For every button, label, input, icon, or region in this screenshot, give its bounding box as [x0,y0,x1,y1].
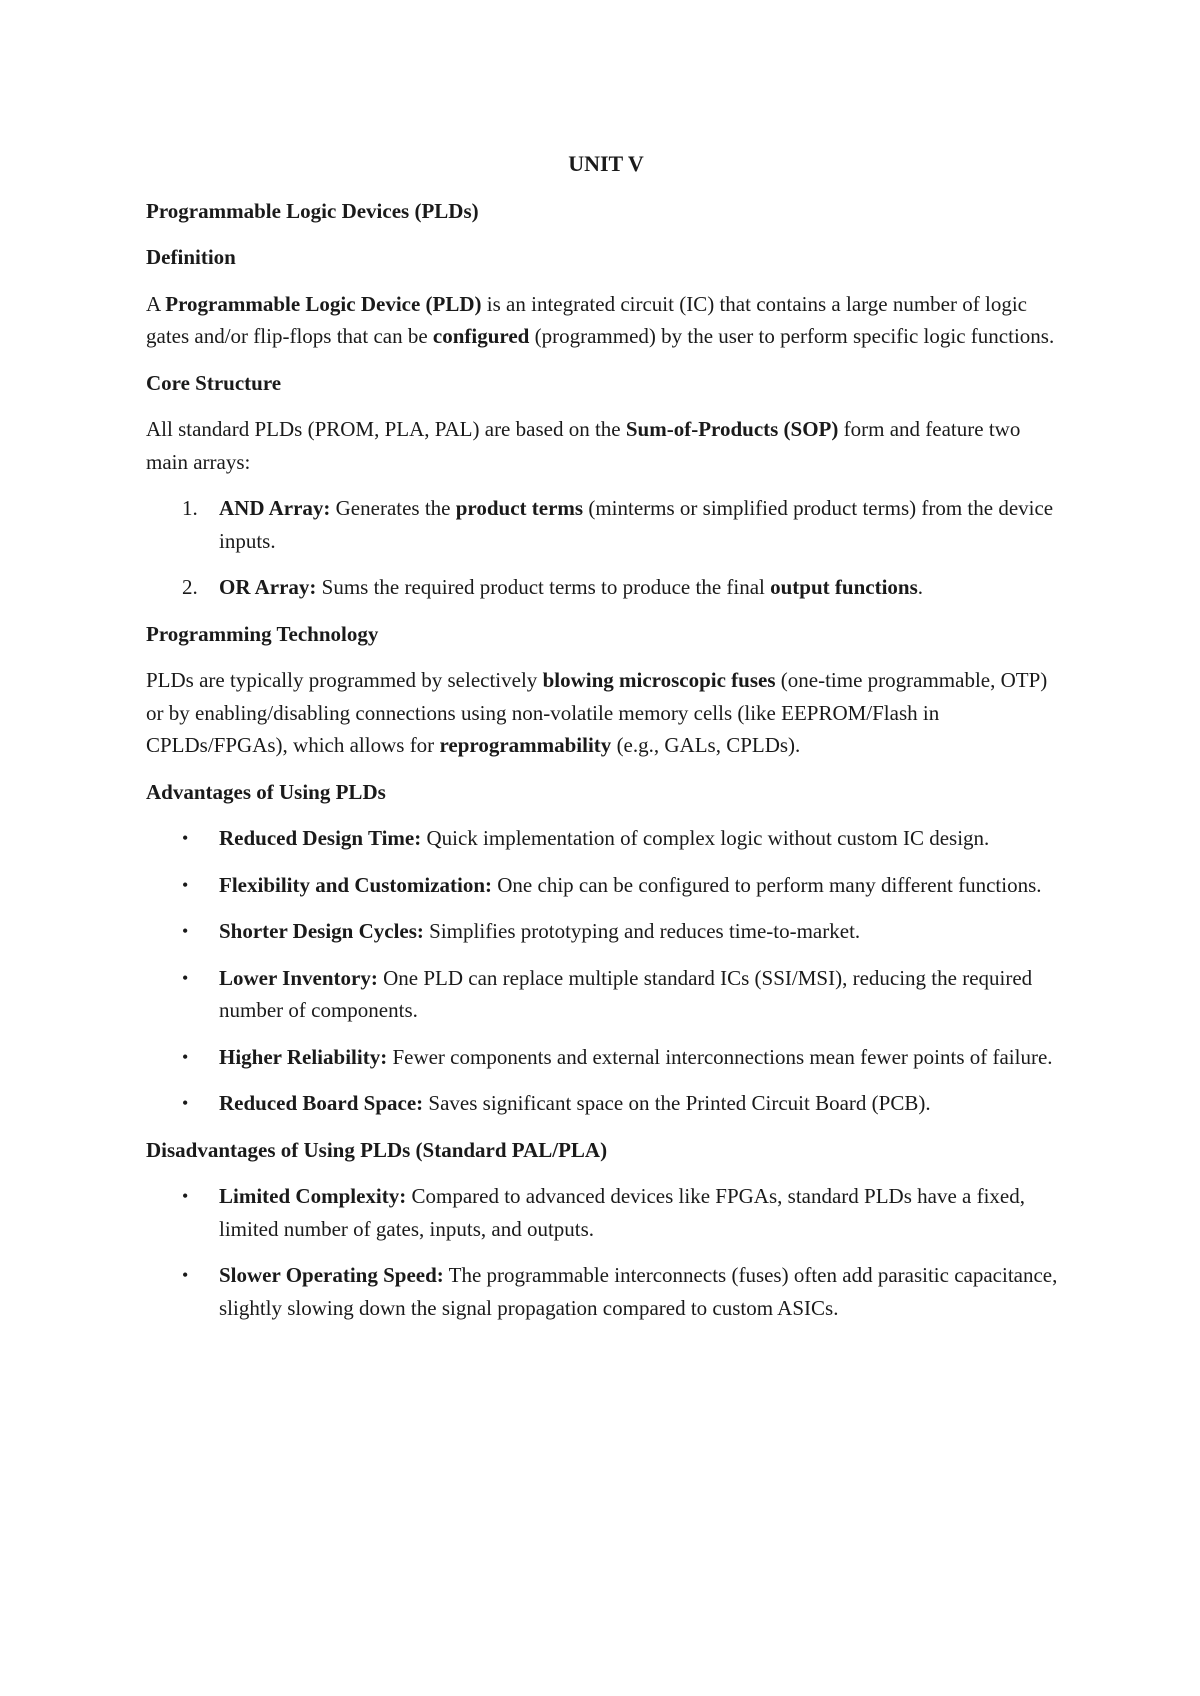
list-item-label: Lower Inventory: [219,965,378,990]
list-item-text: Compared to advanced devices like FPGAs, standard PLDs have a fixed, limited number of gates, inputs, and outputs. [219,1184,1025,1241]
list-item [146,822,1066,855]
list-item [146,962,1066,1027]
list-item [146,1041,1066,1074]
list-item [146,915,1066,948]
list-item-label: Higher Reliability: [219,1044,388,1069]
programming-bold-1: blowing microscopic fuses [542,668,776,692]
bullet-icon: • [182,1186,189,1206]
definition-text-3: (programmed) by the user to perform specific logic functions. [529,324,1055,348]
main-heading: Programmable Logic Devices (PLDs) [146,198,479,223]
programming-paragraph [146,664,1066,762]
programming-bold-2: reprogrammability [439,733,612,757]
list-item-label: Reduced Design Time: [219,826,422,850]
list-item [146,571,1066,604]
bullet-icon: • [182,967,189,988]
list-item [146,492,1066,557]
list-item-label: Flexibility and Customization: [219,872,493,897]
definition-paragraph [146,288,1066,353]
bullet-icon: • [182,1093,189,1113]
programming-text-1: PLDs are typically programmed by selectively [146,668,543,692]
list-item-text: . [917,575,924,599]
bullet-icon: • [182,1265,189,1285]
list-item-text: The programmable interconnects (fuses) often add parasitic capacitance, slightly slowing down the signal propagation compared to custom ASICs. [219,1263,1058,1320]
list-item-text: Sums the required product terms to produce the final [316,575,771,599]
core-structure-paragraph [146,413,1066,478]
list-item-text: Saves significant space on the Printed Circuit Board (PCB). [423,1091,931,1115]
list-item-label: Reduced Board Space: [219,1091,424,1115]
list-item-label: Slower Operating Speed: [219,1263,444,1287]
bullet-icon: • [182,874,189,895]
list-item-text: (minterms or simplified product terms) from the device inputs. [219,496,1054,553]
list-item-label: Limited Complexity: [219,1184,407,1208]
core-text-2: form and feature two main arrays: [146,417,1021,474]
list-item-text: Quick implementation of complex logic without custom IC design. [421,826,990,850]
list-item-label: OR Array: [219,575,317,599]
bullet-icon: • [182,828,189,848]
bullet-icon: • [182,921,189,941]
advantages-heading: Advantages of Using PLDs [146,779,386,804]
list-item-bold: product terms [455,496,584,520]
core-structure-list [146,492,1066,604]
list-item-text: Simplifies prototyping and reduces time-to-market. [423,919,861,943]
programming-text-3: (e.g., GALs, CPLDs). [611,733,801,757]
programming-text-2: (one-time programmable, OTP) or by enabling/disabling connections using non-volatile memory cells (like EEPROM/Flash in CPLDs/FPGAs), which allows for [146,668,1048,757]
bullet-icon: • [182,1046,189,1067]
list-item-label: Shorter Design Cycles: [219,919,424,943]
list-item-text: Fewer components and external interconnections mean fewer points of failure. [387,1044,1053,1069]
definition-text-2: is an integrated circuit (IC) that contains a large number of logic gates and/or flip-flops that can be [146,291,1027,348]
document-page [146,148,1066,1338]
definition-heading: Definition [146,245,236,269]
list-item [146,1180,1066,1245]
core-structure-heading: Core Structure [146,370,282,395]
list-item-text: One PLD can replace multiple standard ICs (SSI/MSI), reducing the required number of components. [219,965,1033,1022]
definition-bold-1: Programmable Logic Device (PLD) [165,291,482,316]
list-item-text: Generates the [330,496,456,520]
disadvantages-list [146,1180,1066,1324]
list-item [146,1259,1066,1324]
list-item [146,1087,1066,1120]
list-item-label: AND Array: [219,496,331,520]
list-item-bold: output functions [770,575,918,599]
advantages-list [146,822,1066,1120]
list-item [146,869,1066,902]
definition-bold-2: configured [432,324,530,348]
list-item-text: One chip can be configured to perform many different functions. [492,872,1042,897]
page-title: UNIT V [568,151,644,176]
programming-technology-heading: Programming Technology [146,621,379,646]
core-bold-1: Sum-of-Products (SOP) [625,417,839,441]
disadvantages-heading: Disadvantages of Using PLDs (Standard PAL/PLA) [146,1137,608,1162]
list-number: 2. [182,575,198,599]
definition-text-1: A [146,291,166,316]
list-number: 1. [182,496,198,520]
core-text-1: All standard PLDs (PROM, PLA, PAL) are based on the [146,417,626,441]
